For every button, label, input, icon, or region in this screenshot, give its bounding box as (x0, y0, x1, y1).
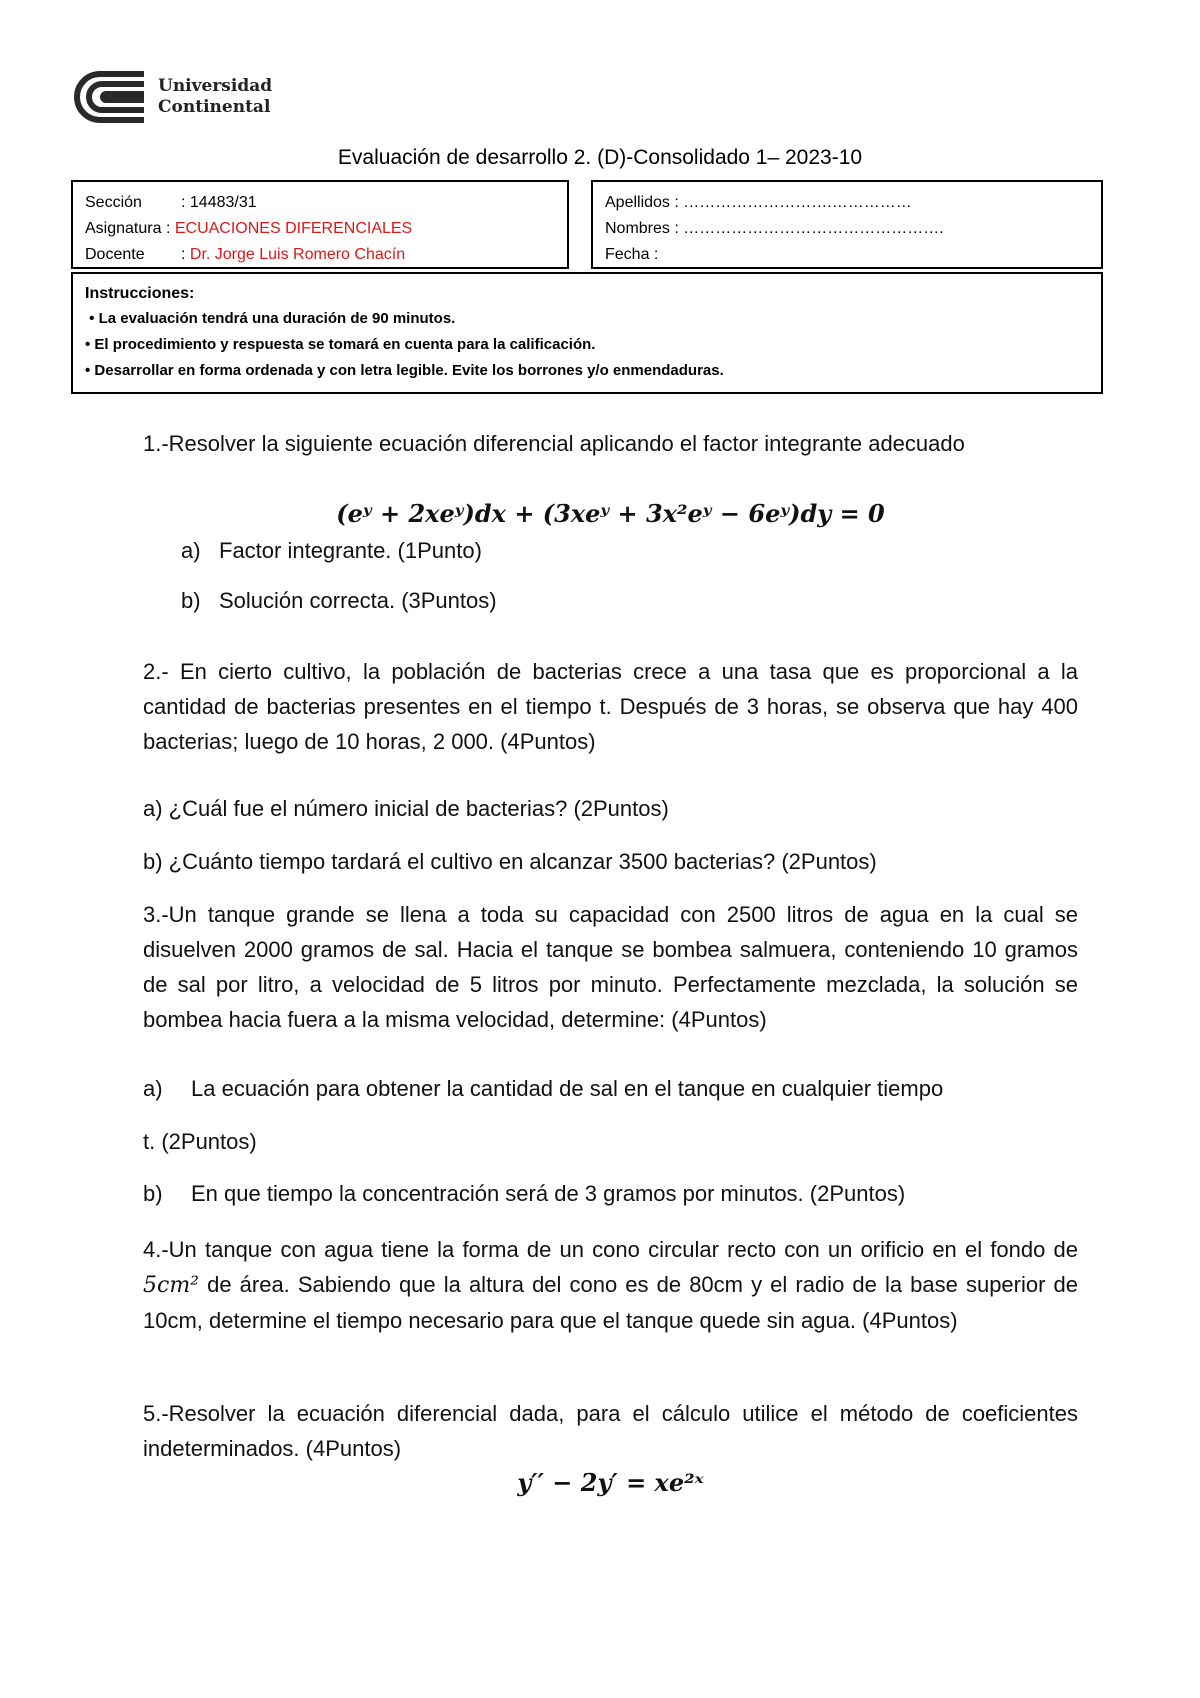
question-1-item-a (181, 538, 482, 564)
docente-label: Docente (85, 246, 145, 263)
question-2-item-b: b) ¿Cuánto tiempo tardará el cultivo en alcanzar 3500 bacterias? (2Puntos) (143, 849, 877, 874)
question-3-item-b (143, 1181, 905, 1207)
area-expression: 5cm² (143, 1273, 199, 1298)
item-marker: a) (143, 1076, 163, 1101)
fecha-field[interactable]: Fecha : (605, 246, 659, 263)
item-text: Factor integrante. (1Punto) (219, 538, 482, 563)
question-1-equation: (eʸ + 2xeʸ)dx + (3xeʸ + 3x²eʸ − 6eʸ)dy = 0 (336, 499, 885, 528)
docente-value: Dr. Jorge Luis Romero Chacín (189, 246, 406, 263)
nombres-field[interactable]: Nombres : …………………………………………. (605, 220, 944, 237)
question-5-equation: y′′ − 2y′ = xe²ˣ (517, 1468, 704, 1497)
item-text: En que tiempo la concentración será de 3 gramos por minutos. (2Puntos) (191, 1181, 906, 1206)
question-3-text: 3.-Un tanque grande se llena a toda su capacidad con 2500 litros de agua en la cual se disuelven 2000 gramos de sal. Hacia el tanque se bombea salmuera, conteniendo 10 gramos de sal por litro, a velocidad de 5 litros por minuto. Perfectamente mezclada, la solución se bombea hacia fuera a la misma velocidad, determine: (4Puntos) (143, 902, 1078, 1032)
question-2-text: 2.- En cierto cultivo, la población de bacterias crece a una tasa que es proporcional a la cantidad de bacterias presentes en el tiempo t. Después de 3 horas, se observa que hay 400 bacterias; luego de 10 horas, 2 000. (4Puntos) (143, 659, 1078, 754)
item-marker: b) (143, 1181, 163, 1206)
question-1-item-b (181, 588, 497, 614)
university-logo-icon (72, 68, 148, 126)
seccion-label: Sección (85, 194, 142, 211)
question-3-item-a-continued: t. (2Puntos) (143, 1129, 257, 1154)
seccion-value: : 14483/31 (181, 194, 257, 211)
university-name-line1: Universidad (158, 76, 273, 96)
exam-title: Evaluación de desarrollo 2. (D)-Consolidado 1– 2023-10 (337, 146, 863, 169)
question-3-item-a (143, 1076, 943, 1102)
asignatura-label: Asignatura : (85, 220, 171, 237)
exam-content (143, 0, 1078, 1698)
asignatura-value: ECUACIONES DIFERENCIALES (174, 220, 413, 237)
item-marker: a) (181, 538, 201, 563)
instruction-item: • La evaluación tendrá una duración de 90 minutos. (85, 310, 456, 327)
university-name-line2: Continental (158, 97, 271, 117)
docente-row: Docente : Dr. Jorge Luis Romero Chacín (85, 242, 567, 268)
instruction-item: • El procedimiento y respuesta se tomará en cuenta para la calificación. (85, 336, 596, 353)
instruction-item: • Desarrollar en forma ordenada y con letra legible. Evite los borrones y/o enmendaduras. (85, 362, 724, 379)
apellidos-field[interactable]: Apellidos : ……………………….…………… (605, 194, 912, 211)
instructions-heading: Instrucciones: (85, 285, 195, 302)
question-4-text: 4.-Un tanque con agua tiene la forma de un cono circular recto con un orificio en el fondo de 5cm² de área. Sabiendo que la altura del cono es de 80cm y el radio de la base superior de 10cm, determine el tiempo necesario para que el tanque quede sin agua. (4Puntos) (143, 1237, 1078, 1333)
item-text: La ecuación para obtener la cantidad de sal en el tanque en cualquier tiempo (191, 1076, 944, 1101)
question-5-text: 5.-Resolver la ecuación diferencial dada, para el cálculo utilice el método de coeficientes indeterminados. (4Puntos) (143, 1401, 1078, 1461)
item-marker: b) (181, 588, 201, 613)
item-text: Solución correcta. (3Puntos) (219, 588, 497, 613)
question-1-text: 1.-Resolver la siguiente ecuación diferencial aplicando el factor integrante adecuado (143, 431, 965, 456)
question-2-item-a: a) ¿Cuál fue el número inicial de bacterias? (2Puntos) (143, 796, 669, 821)
